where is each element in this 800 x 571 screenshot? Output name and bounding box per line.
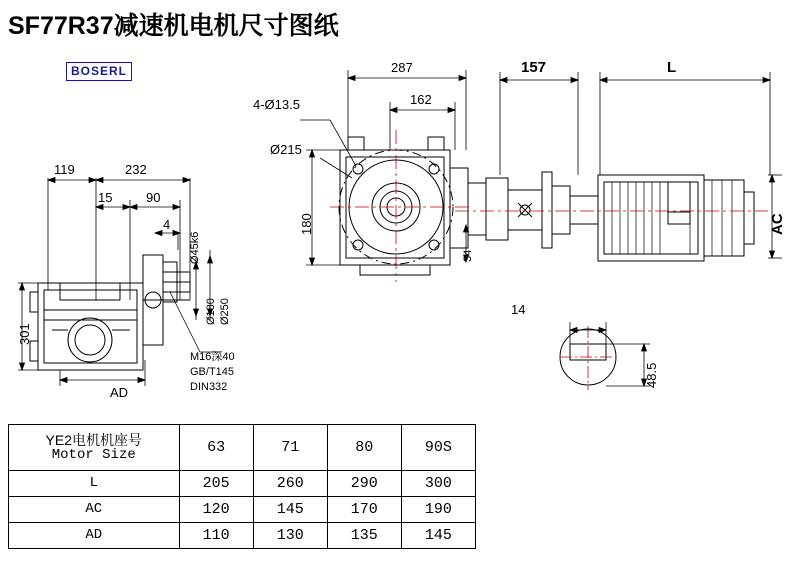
- table-row: [9, 497, 476, 523]
- note-thread-m16: M16深40: [190, 351, 235, 363]
- table-cell: 300: [401, 471, 475, 497]
- table-cell: 145: [253, 497, 327, 523]
- table-header-size-63: 63: [179, 425, 253, 471]
- table-cell: 170: [327, 497, 401, 523]
- motor-size-table: [8, 424, 476, 549]
- table-cell: 145: [401, 523, 475, 549]
- table-row: [9, 523, 476, 549]
- dim-119: 119: [54, 162, 75, 177]
- table-cell: 260: [253, 471, 327, 497]
- table-row-label-AD: AD: [9, 523, 180, 549]
- table-cell: 110: [179, 523, 253, 549]
- dim-ad-left: AD: [110, 385, 129, 400]
- note-standard-gb: GB/T145: [190, 366, 235, 378]
- note-standard-din: DIN332: [190, 381, 228, 393]
- table-header-size-90s: 90S: [401, 425, 475, 471]
- dim-ac-main: AC: [769, 213, 786, 235]
- dim-L: L: [667, 59, 677, 76]
- dim-157: 157: [521, 59, 547, 76]
- table-cell: 290: [327, 471, 401, 497]
- table-header-label: [9, 425, 180, 471]
- table-cell: 190: [401, 497, 475, 523]
- dim-14: 14: [511, 302, 526, 317]
- dim-45k6: Ø45k6: [189, 231, 201, 264]
- dim-34: 34: [462, 249, 474, 262]
- table-row-header: [9, 425, 476, 471]
- table-cell: 130: [253, 523, 327, 549]
- table-row-label-AC: AC: [9, 497, 180, 523]
- table-header-size-71: 71: [253, 425, 327, 471]
- table-header-size-80: 80: [327, 425, 401, 471]
- logo-badge: BOSERL: [66, 62, 132, 81]
- dim-15: 15: [98, 190, 113, 205]
- table-row-label-L: L: [9, 471, 180, 497]
- dim-232: 232: [125, 162, 147, 177]
- table-cell: 120: [179, 497, 253, 523]
- dim-301: 301: [17, 323, 32, 345]
- dim-4-holes: 4-Ø13.5: [253, 97, 300, 112]
- dim-215: Ø215: [270, 142, 302, 157]
- dim-250: Ø250: [219, 298, 231, 325]
- dim-180-main: 180: [299, 213, 314, 235]
- dim-287: 287: [391, 60, 413, 75]
- dim-162: 162: [410, 92, 432, 107]
- page-title: SF77R37减速机电机尺寸图纸: [8, 12, 339, 40]
- dim-4: 4: [163, 217, 171, 232]
- dim-180: Ø180: [205, 298, 217, 325]
- table-cell: 135: [327, 523, 401, 549]
- dim-48-5: 48.5: [644, 362, 659, 388]
- table-header-label-en: Motor Size: [51, 446, 136, 463]
- dim-90: 90: [146, 190, 161, 205]
- table-cell: 205: [179, 471, 253, 497]
- table-row: [9, 471, 476, 497]
- table-header-label-cn: YE2电机机座号: [45, 431, 142, 448]
